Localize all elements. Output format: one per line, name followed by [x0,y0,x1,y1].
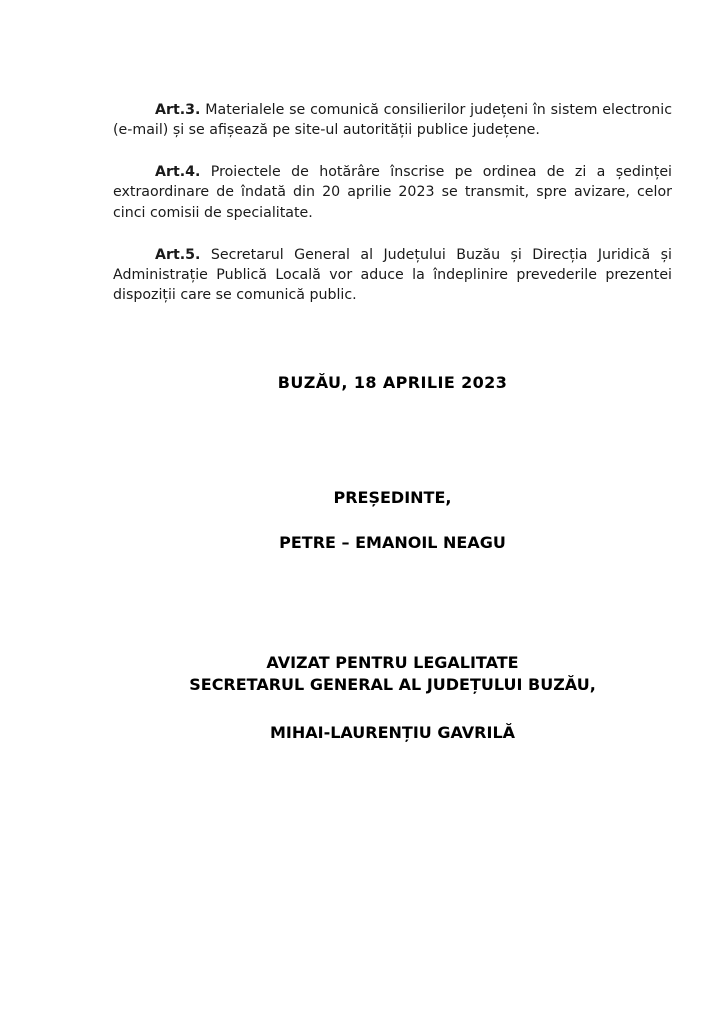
article-paragraph [113,100,672,140]
article-label: Art.4. [155,164,201,181]
article-label: Art.5. [155,246,201,263]
article-text: Secretarul General al Județului Buzău și Direcția Juridică și Administrație Publică Locală vor aduce la îndeplinire prevederile prezentei dispoziții care se comunică public. [113,246,672,304]
signature-section [113,373,672,742]
secretary-general-name: MIHAI-LAURENȚIU GAVRILĂ [269,723,516,743]
president-name: PETRE – EMANOIL NEAGU [279,533,506,553]
place-date-line: BUZĂU, 18 APRILIE 2023 [277,373,508,393]
president-label: PREȘEDINTE, [333,488,452,508]
article-label: Art.3. [155,102,201,118]
article-text: Materialele se comunică consilierilor județeni în sistem electronic (e-mail) și se afișează pe site-ul autorității publice județene. [113,102,672,139]
article-text: Proiectele de hotărâre înscrise pe ordinea de zi a ședinței extraordinare de îndată din 20 aprilie 2023 se transmit, spre avizare, celor cinci comisii de specialitate. [113,164,672,221]
legality-line-two: SECRETARUL GENERAL AL JUDEȚULUI BUZĂU, [189,674,596,694]
article-paragraph [113,245,672,305]
article-paragraph [113,162,672,222]
legality-line-one: AVIZAT PENTRU LEGALITATE [266,653,519,673]
legality-approval-block [113,652,672,695]
